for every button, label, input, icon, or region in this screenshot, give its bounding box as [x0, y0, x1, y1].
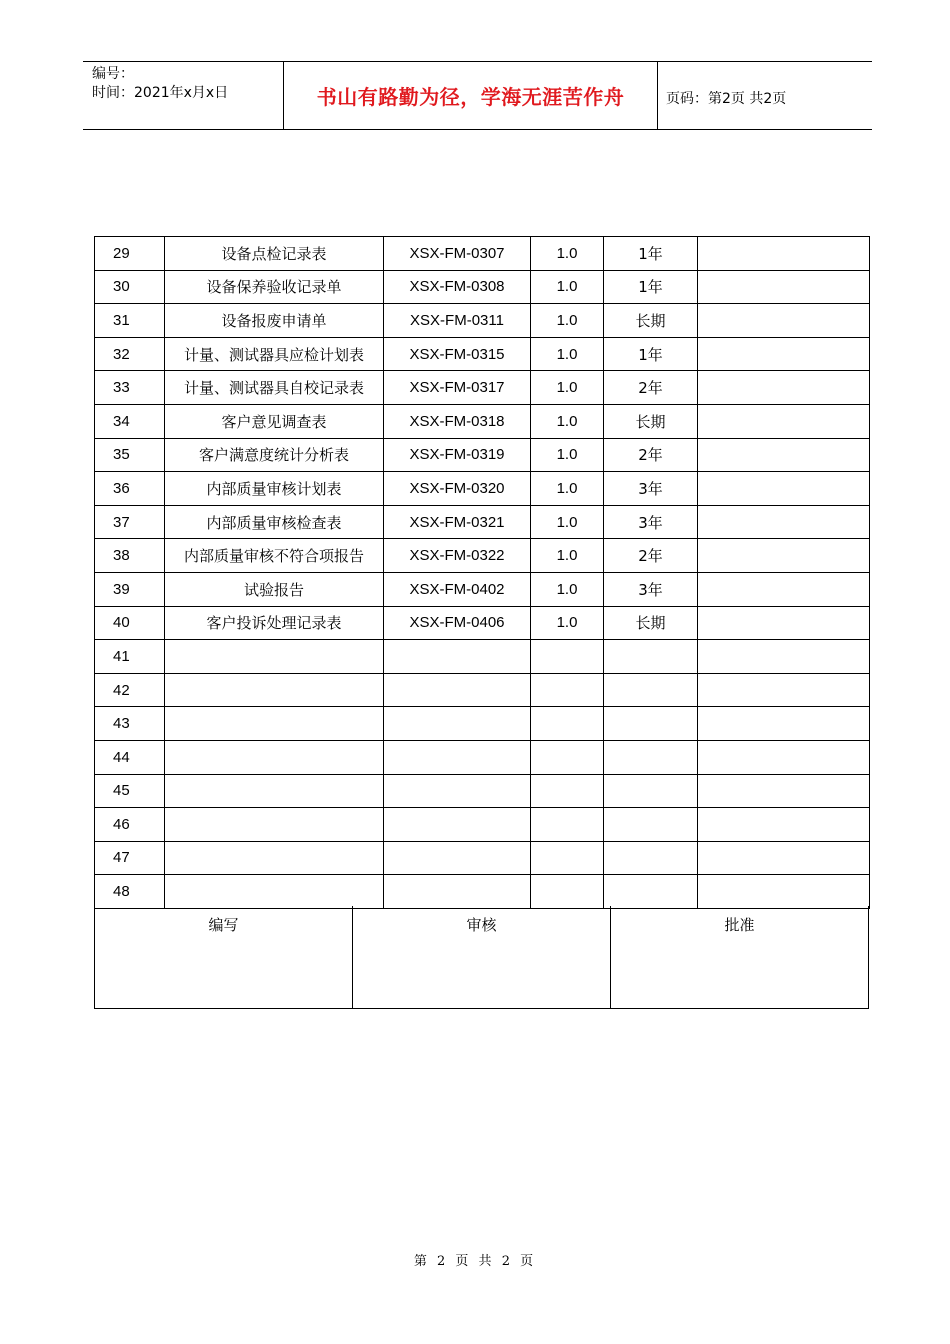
table-row: [95, 505, 870, 539]
form-code: [384, 875, 531, 909]
retention-period: 2年: [604, 539, 698, 573]
form-name: 内部质量审核不符合项报告: [165, 539, 384, 573]
page-header: [83, 61, 872, 130]
table-row: [95, 640, 870, 674]
header-divider: [657, 62, 658, 129]
reviewed-by-cell: 审核: [353, 906, 611, 1008]
table-row: [95, 438, 870, 472]
form-name: [165, 808, 384, 842]
table-row: [95, 841, 870, 875]
remark: [698, 707, 870, 741]
row-number: 40: [95, 606, 165, 640]
form-version: 1.0: [531, 539, 604, 573]
form-version: 1.0: [531, 371, 604, 405]
table-row: [95, 404, 870, 438]
remark: [698, 404, 870, 438]
form-version: 1.0: [531, 472, 604, 506]
row-number: 42: [95, 673, 165, 707]
row-number: 30: [95, 270, 165, 304]
retention-period: 长期: [604, 404, 698, 438]
form-version: 1.0: [531, 505, 604, 539]
table-row: [95, 875, 870, 909]
remark: [698, 572, 870, 606]
table-row: [95, 774, 870, 808]
page-footer: 第 2 页 共 2 页: [413, 1254, 537, 1269]
remark: [698, 875, 870, 909]
header-meta: [92, 65, 228, 103]
form-code: XSX-FM-0320: [384, 472, 531, 506]
table-row: [95, 304, 870, 338]
row-number: 47: [95, 841, 165, 875]
form-version: 1.0: [531, 304, 604, 338]
table-row: [95, 707, 870, 741]
form-code: [384, 740, 531, 774]
row-number: 35: [95, 438, 165, 472]
form-name: 设备保养验收记录单: [165, 270, 384, 304]
form-code: XSX-FM-0315: [384, 337, 531, 371]
remark: [698, 740, 870, 774]
form-name: [165, 774, 384, 808]
remark: [698, 606, 870, 640]
form-code: [384, 774, 531, 808]
form-version: [531, 841, 604, 875]
form-name: 计量、测试器具应检计划表: [165, 337, 384, 371]
row-number: 44: [95, 740, 165, 774]
form-version: [531, 875, 604, 909]
form-version: [531, 640, 604, 674]
form-code: XSX-FM-0321: [384, 505, 531, 539]
form-code: XSX-FM-0406: [384, 606, 531, 640]
row-number: 41: [95, 640, 165, 674]
form-name: 设备点检记录表: [165, 237, 384, 271]
form-version: 1.0: [531, 438, 604, 472]
retention-period: 1年: [604, 237, 698, 271]
approved-by-cell: 批准: [724, 916, 755, 934]
row-number: 29: [95, 237, 165, 271]
remark: [698, 304, 870, 338]
table-row: [95, 740, 870, 774]
form-name: 设备报废申请单: [165, 304, 384, 338]
form-version: [531, 707, 604, 741]
retention-period: 长期: [604, 304, 698, 338]
form-name: [165, 707, 384, 741]
form-name: 内部质量审核计划表: [165, 472, 384, 506]
remark: [698, 270, 870, 304]
retention-period: 3年: [604, 472, 698, 506]
row-number: 48: [95, 875, 165, 909]
form-code: [384, 640, 531, 674]
table-row: [95, 572, 870, 606]
table-row: [95, 606, 870, 640]
retention-period: 3年: [604, 505, 698, 539]
form-code: XSX-FM-0318: [384, 404, 531, 438]
form-name: [165, 673, 384, 707]
retention-period: [604, 808, 698, 842]
retention-period: [604, 640, 698, 674]
header-motto: 书山有路勤为径，学海无涯苦作舟: [316, 85, 625, 109]
form-name: 客户投诉处理记录表: [165, 606, 384, 640]
table-row: [95, 237, 870, 271]
form-version: 1.0: [531, 606, 604, 640]
form-name: [165, 841, 384, 875]
retention-period: [604, 774, 698, 808]
remark: [698, 673, 870, 707]
page-info: 页码：第2页 共2页: [666, 91, 787, 107]
form-list-table: [94, 236, 870, 909]
form-version: [531, 740, 604, 774]
remark: [698, 808, 870, 842]
retention-period: 3年: [604, 572, 698, 606]
form-code: [384, 808, 531, 842]
row-number: 32: [95, 337, 165, 371]
table-row: [95, 808, 870, 842]
form-name: 内部质量审核检查表: [165, 505, 384, 539]
form-code: XSX-FM-0317: [384, 371, 531, 405]
form-version: 1.0: [531, 572, 604, 606]
form-version: 1.0: [531, 337, 604, 371]
row-number: 39: [95, 572, 165, 606]
row-number: 31: [95, 304, 165, 338]
form-name: [165, 875, 384, 909]
remark: [698, 438, 870, 472]
retention-period: 2年: [604, 371, 698, 405]
remark: [698, 539, 870, 573]
remark: [698, 505, 870, 539]
form-code: XSX-FM-0308: [384, 270, 531, 304]
retention-period: 1年: [604, 337, 698, 371]
retention-period: [604, 707, 698, 741]
row-number: 43: [95, 707, 165, 741]
row-number: 46: [95, 808, 165, 842]
form-version: [531, 673, 604, 707]
remark: [698, 237, 870, 271]
retention-period: [604, 841, 698, 875]
form-name: [165, 740, 384, 774]
form-code: XSX-FM-0322: [384, 539, 531, 573]
row-number: 38: [95, 539, 165, 573]
form-version: [531, 808, 604, 842]
remark: [698, 841, 870, 875]
form-version: [531, 774, 604, 808]
row-number: 33: [95, 371, 165, 405]
table-row: [95, 270, 870, 304]
time-label: 时间：2021年x月x日: [92, 85, 229, 101]
retention-period: 长期: [604, 606, 698, 640]
form-code: XSX-FM-0307: [384, 237, 531, 271]
form-code: [384, 707, 531, 741]
retention-period: 2年: [604, 438, 698, 472]
retention-period: 1年: [604, 270, 698, 304]
retention-period: [604, 740, 698, 774]
form-code: XSX-FM-0311: [384, 304, 531, 338]
form-name: 计量、测试器具自校记录表: [165, 371, 384, 405]
form-code: [384, 841, 531, 875]
form-name: 客户意见调查表: [165, 404, 384, 438]
form-name: 试验报告: [165, 572, 384, 606]
form-version: 1.0: [531, 270, 604, 304]
form-version: 1.0: [531, 404, 604, 438]
row-number: 36: [95, 472, 165, 506]
form-code: [384, 673, 531, 707]
form-name: [165, 640, 384, 674]
retention-period: [604, 875, 698, 909]
form-code: XSX-FM-0402: [384, 572, 531, 606]
form-version: 1.0: [531, 237, 604, 271]
signature-block: [94, 906, 869, 1009]
remark: [698, 472, 870, 506]
form-name: 客户满意度统计分析表: [165, 438, 384, 472]
remark: [698, 371, 870, 405]
prepared-by-cell: 编写: [95, 906, 353, 1008]
row-number: 45: [95, 774, 165, 808]
row-number: 37: [95, 505, 165, 539]
retention-period: [604, 673, 698, 707]
number-label: 编号：: [92, 66, 134, 82]
table-row: [95, 673, 870, 707]
row-number: 34: [95, 404, 165, 438]
remark: [698, 774, 870, 808]
remark: [698, 337, 870, 371]
table-row: [95, 472, 870, 506]
table-row: [95, 371, 870, 405]
remark: [698, 640, 870, 674]
table-row: [95, 539, 870, 573]
form-code: XSX-FM-0319: [384, 438, 531, 472]
table-row: [95, 337, 870, 371]
